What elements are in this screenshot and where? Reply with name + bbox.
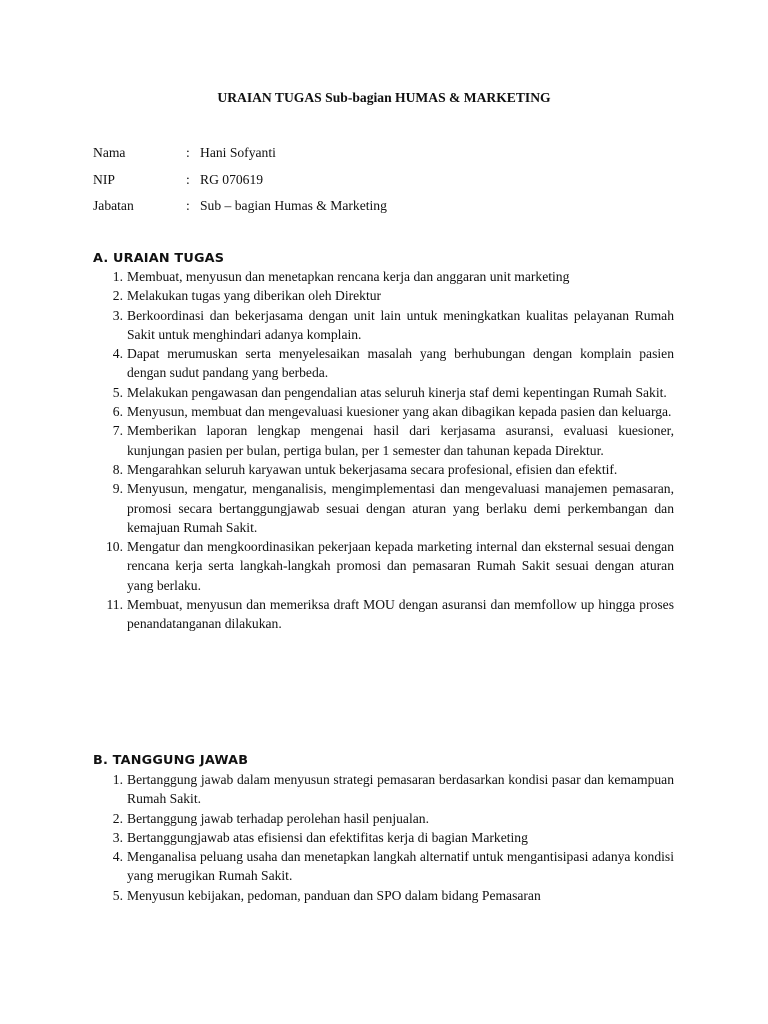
list-number: 4.: [112, 849, 123, 865]
list-item: [93, 306, 674, 345]
list-text: Dapat merumuskan serta menyelesaikan masalah yang berhubungan dengan komplain pasien dengan sudut pandang yang berbeda.: [127, 346, 674, 381]
list-item: [93, 886, 674, 905]
list-text: Bertanggung jawab terhadap perolehan hasil penjualan.: [127, 810, 429, 826]
info-value: Hani Sofyanti: [200, 145, 276, 160]
section-b-list: [93, 770, 674, 905]
list-text: Menganalisa peluang usaha dan menetapkan langkah alternatif untuk mengantisipasi adanya kondisi yang merugikan Rumah Sakit.: [127, 849, 674, 884]
list-text: Bertanggungjawab atas efisiensi dan efektifitas kerja di bagian Marketing: [127, 829, 528, 845]
list-item: [93, 479, 674, 537]
info-colon: :: [186, 171, 190, 187]
info-label: NIP: [93, 171, 115, 187]
list-item: [93, 460, 674, 479]
list-number: 11.: [106, 597, 123, 613]
list-number: 8.: [112, 461, 123, 477]
list-item: [93, 770, 674, 809]
list-text: Mengatur dan mengkoordinasikan pekerjaan kepada marketing internal dan eksternal sesuai dengan rencana kerja serta langkah-langkah promosi dan pemasaran Rumah Sakit sesuai dengan aturan yang berlaku.: [127, 539, 674, 593]
employee-info: [93, 143, 693, 223]
list-item: [93, 537, 674, 595]
list-text: Memberikan laporan lengkap mengenai hasil dari kerjasama asuransi, evaluasi kuesioner, kunjungan pasien per bulan, pertiga bulan, per 1 semester dan tahunan kepada Direktur.: [127, 423, 674, 458]
info-row-nip: [93, 170, 693, 197]
list-number: 5.: [112, 384, 123, 400]
info-label: Nama: [93, 145, 126, 160]
section-b-heading: B. TANGGUNG JAWAB: [93, 753, 249, 768]
info-row-jabatan: [93, 196, 693, 223]
list-number: 7.: [112, 423, 123, 439]
document-title: URAIAN TUGAS Sub-bagian HUMAS & MARKETING: [217, 90, 551, 105]
list-item: [93, 595, 674, 634]
section-a-heading: A. URAIAN TUGAS: [93, 251, 225, 266]
list-text: Bertanggung jawab dalam menyusun strategi pemasaran berdasarkan kondisi pasar dan kemampuan Rumah Sakit.: [127, 772, 674, 807]
list-item: [93, 421, 674, 460]
list-number: 6.: [112, 404, 123, 420]
info-row-nama: [93, 143, 693, 170]
list-number: 3.: [112, 829, 123, 845]
info-value: RG 070619: [200, 171, 264, 187]
list-number: 1.: [112, 269, 123, 284]
list-number: 1.: [112, 772, 123, 787]
list-item: [93, 809, 674, 828]
list-number: 2.: [112, 810, 123, 826]
list-number: 5.: [112, 887, 123, 903]
list-text: Menyusun kebijakan, pedoman, panduan dan SPO dalam bidang Pemasaran: [127, 887, 541, 903]
list-text: Menyusun, membuat dan mengevaluasi kuesioner yang akan dibagikan kepada pasien dan keluarga.: [127, 404, 672, 420]
list-number: 10.: [106, 539, 123, 555]
info-label: Jabatan: [93, 198, 134, 213]
list-item: [93, 344, 674, 383]
list-text: Melakukan pengawasan dan pengendalian atas seluruh kinerja staf demi kepentingan Rumah Sakit.: [127, 384, 667, 400]
section-a-list: [93, 267, 674, 634]
list-item: [93, 828, 674, 847]
info-colon: :: [186, 145, 190, 160]
list-item: [93, 847, 674, 886]
list-number: 9.: [112, 481, 123, 497]
list-item: [93, 402, 674, 421]
list-item: [93, 267, 674, 286]
list-text: Berkoordinasi dan bekerjasama dengan unit lain untuk meningkatkan kualitas pelayanan Rumah Sakit untuk menghindari adanya komplain.: [127, 307, 674, 342]
list-number: 4.: [112, 346, 123, 362]
info-value: Sub – bagian Humas & Marketing: [200, 198, 387, 213]
list-item: [93, 286, 674, 305]
list-text: Mengarahkan seluruh karyawan untuk bekerjasama secara profesional, efisien dan efektif.: [127, 461, 618, 477]
list-text: Menyusun, mengatur, menganalisis, mengimplementasi dan mengevaluasi manajemen pemasaran, promosi secara bertanggungjawab sesuai dengan aturan yang berlaku demi perkembangan dan kemajuan Rumah Sakit.: [127, 481, 674, 535]
list-text: Membuat, menyusun dan memeriksa draft MOU dengan asuransi dan memfollow up hingga proses penandatanganan dilakukan.: [127, 597, 674, 632]
list-item: [93, 383, 674, 402]
info-colon: :: [186, 198, 190, 213]
list-number: 2.: [112, 288, 123, 304]
list-number: 3.: [112, 307, 123, 323]
list-text: Melakukan tugas yang diberikan oleh Direktur: [127, 288, 382, 304]
list-text: Membuat, menyusun dan menetapkan rencana kerja dan anggaran unit marketing: [127, 269, 570, 284]
